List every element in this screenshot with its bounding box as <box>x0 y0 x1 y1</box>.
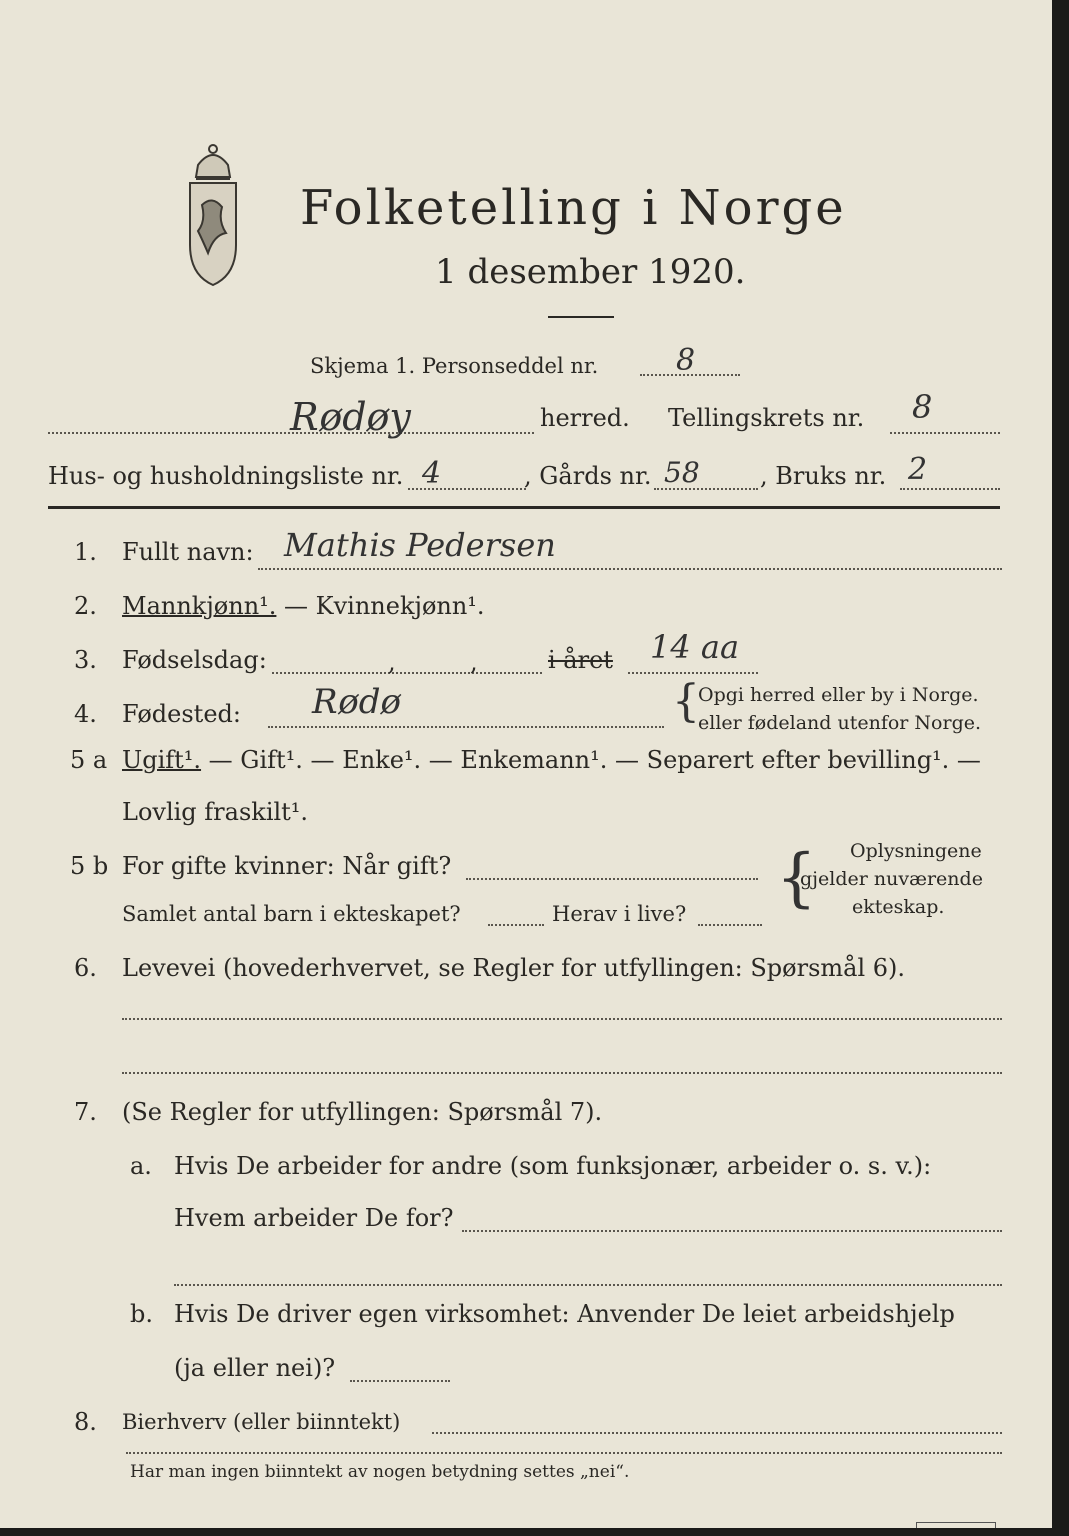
q3-year-label: i året <box>548 646 613 674</box>
q2-male-option[interactable]: Mannkjønn¹. <box>122 592 277 620</box>
q5a-number: 5 a <box>70 746 108 774</box>
q5b-note-line-1: Oplysningene <box>850 840 982 862</box>
q8-number: 8. <box>74 1408 97 1436</box>
q7b-sub-label: (ja eller nei)? <box>174 1354 336 1382</box>
section-divider <box>48 506 1000 509</box>
herred-label: herred. <box>540 404 630 432</box>
q5b-label-children: Samlet antal barn i ekteskapet? <box>122 902 461 926</box>
bruks-value[interactable]: 2 <box>908 452 928 487</box>
q3-year-field-line <box>628 672 758 674</box>
form-date: 1 desember 1920. <box>435 252 746 292</box>
tellingskrets-value[interactable]: 8 <box>912 388 933 426</box>
q5b-alive-field-line <box>698 924 762 926</box>
q8-field-line <box>432 1432 1002 1434</box>
q7a-field-line-2 <box>174 1284 1002 1286</box>
herred-value[interactable]: Rødøy <box>290 395 411 439</box>
footer-note: Har man ingen biinntekt av nogen betydning settes „nei“. <box>130 1462 630 1482</box>
q1-number: 1. <box>74 538 97 566</box>
form-title: Folketelling i Norge <box>300 180 847 236</box>
q5b-married-field-line <box>466 878 758 880</box>
q5a-other-options[interactable]: — Gift¹. — Enke¹. — Enkemann¹. — Separert efter bevilling¹. — <box>201 746 981 774</box>
tellingskrets-label: Tellingskrets nr. <box>668 404 865 432</box>
q4-note-line-2: eller fødeland utenfor Norge. <box>698 712 982 734</box>
q2-female-option[interactable]: Kvinnekjønn¹. <box>315 592 485 620</box>
q5b-children-field-line <box>488 924 544 926</box>
q7-label: (Se Regler for utfyllingen: Spørsmål 7). <box>122 1098 603 1126</box>
husliste-label: Hus- og husholdningsliste nr. <box>48 462 404 490</box>
q8-label: Bierhverv (eller biinntekt) <box>122 1410 401 1434</box>
q7a-text: Hvis De arbeider for andre (som funksjonær, arbeider o. s. v.): <box>174 1152 932 1180</box>
q6-field-line-1 <box>122 1018 1002 1020</box>
q5b-note-brace: { <box>776 841 817 915</box>
q5b-label-alive: Herav i live? <box>552 902 687 926</box>
q3-number: 3. <box>74 646 97 674</box>
q5a-ugift-option[interactable]: Ugift¹. <box>122 746 202 774</box>
q4-value[interactable]: Rødø <box>312 682 401 722</box>
q7a-letter: a. <box>130 1152 152 1180</box>
personseddel-value[interactable]: 8 <box>676 343 696 378</box>
q6-label: Levevei (hovederhvervet, se Regler for utfyllingen: Spørsmål 6). <box>122 954 906 982</box>
q3-label: Fødselsdag: <box>122 646 267 674</box>
q5b-note-line-3: ekteskap. <box>852 896 945 918</box>
q7b-field-line <box>350 1380 450 1382</box>
q1-value[interactable]: Mathis Pedersen <box>284 526 556 564</box>
q7b-text: Hvis De driver egen virksomhet: Anvender De leiet arbeidshjelp <box>174 1300 955 1328</box>
tellingskrets-field-line <box>890 432 1000 434</box>
husliste-value[interactable]: 4 <box>422 456 442 491</box>
q4-note-line-1: Opgi herred eller by i Norge. <box>698 684 979 706</box>
q7a-sub-label: Hvem arbeider De for? <box>174 1204 454 1232</box>
q3-date-field-line <box>272 672 542 674</box>
q4-note-brace: { <box>672 676 700 727</box>
q4-number: 4. <box>74 700 97 728</box>
q7a-field-line-1 <box>462 1230 1002 1232</box>
q7b-letter: b. <box>130 1300 153 1328</box>
norwegian-coat-of-arms-icon <box>168 135 258 295</box>
bruks-label: , Bruks nr. <box>760 462 887 490</box>
q2-options <box>122 592 485 620</box>
q5a-line-2[interactable]: Lovlig fraskilt¹. <box>122 798 309 826</box>
bruks-field-line <box>900 488 1000 490</box>
q7-number: 7. <box>74 1098 97 1126</box>
q3-value[interactable]: 14 aa <box>650 628 740 666</box>
q3-comma-1: , <box>388 648 396 676</box>
skjema-label: Skjema 1. Personseddel nr. <box>310 354 599 378</box>
q5b-number: 5 b <box>70 852 109 880</box>
q2-separator: — <box>276 592 316 620</box>
footer-rule <box>126 1452 1002 1454</box>
q5a-options <box>122 746 981 774</box>
q6-number: 6. <box>74 954 97 982</box>
q1-label: Fullt navn: <box>122 538 254 566</box>
printer-stamp-icon <box>916 1522 996 1528</box>
q2-number: 2. <box>74 592 97 620</box>
q3-comma-2: , <box>470 648 478 676</box>
gards-label: , Gårds nr. <box>524 462 652 490</box>
q5b-label-married: For gifte kvinner: Når gift? <box>122 852 452 880</box>
q1-field-line <box>258 568 1002 570</box>
q5b-note-line-2: gjelder nuværende <box>800 868 983 890</box>
title-divider <box>548 316 614 318</box>
q4-label: Fødested: <box>122 700 241 728</box>
q6-field-line-2 <box>122 1072 1002 1074</box>
q4-field-line <box>268 726 664 728</box>
gards-value[interactable]: 58 <box>664 456 700 489</box>
